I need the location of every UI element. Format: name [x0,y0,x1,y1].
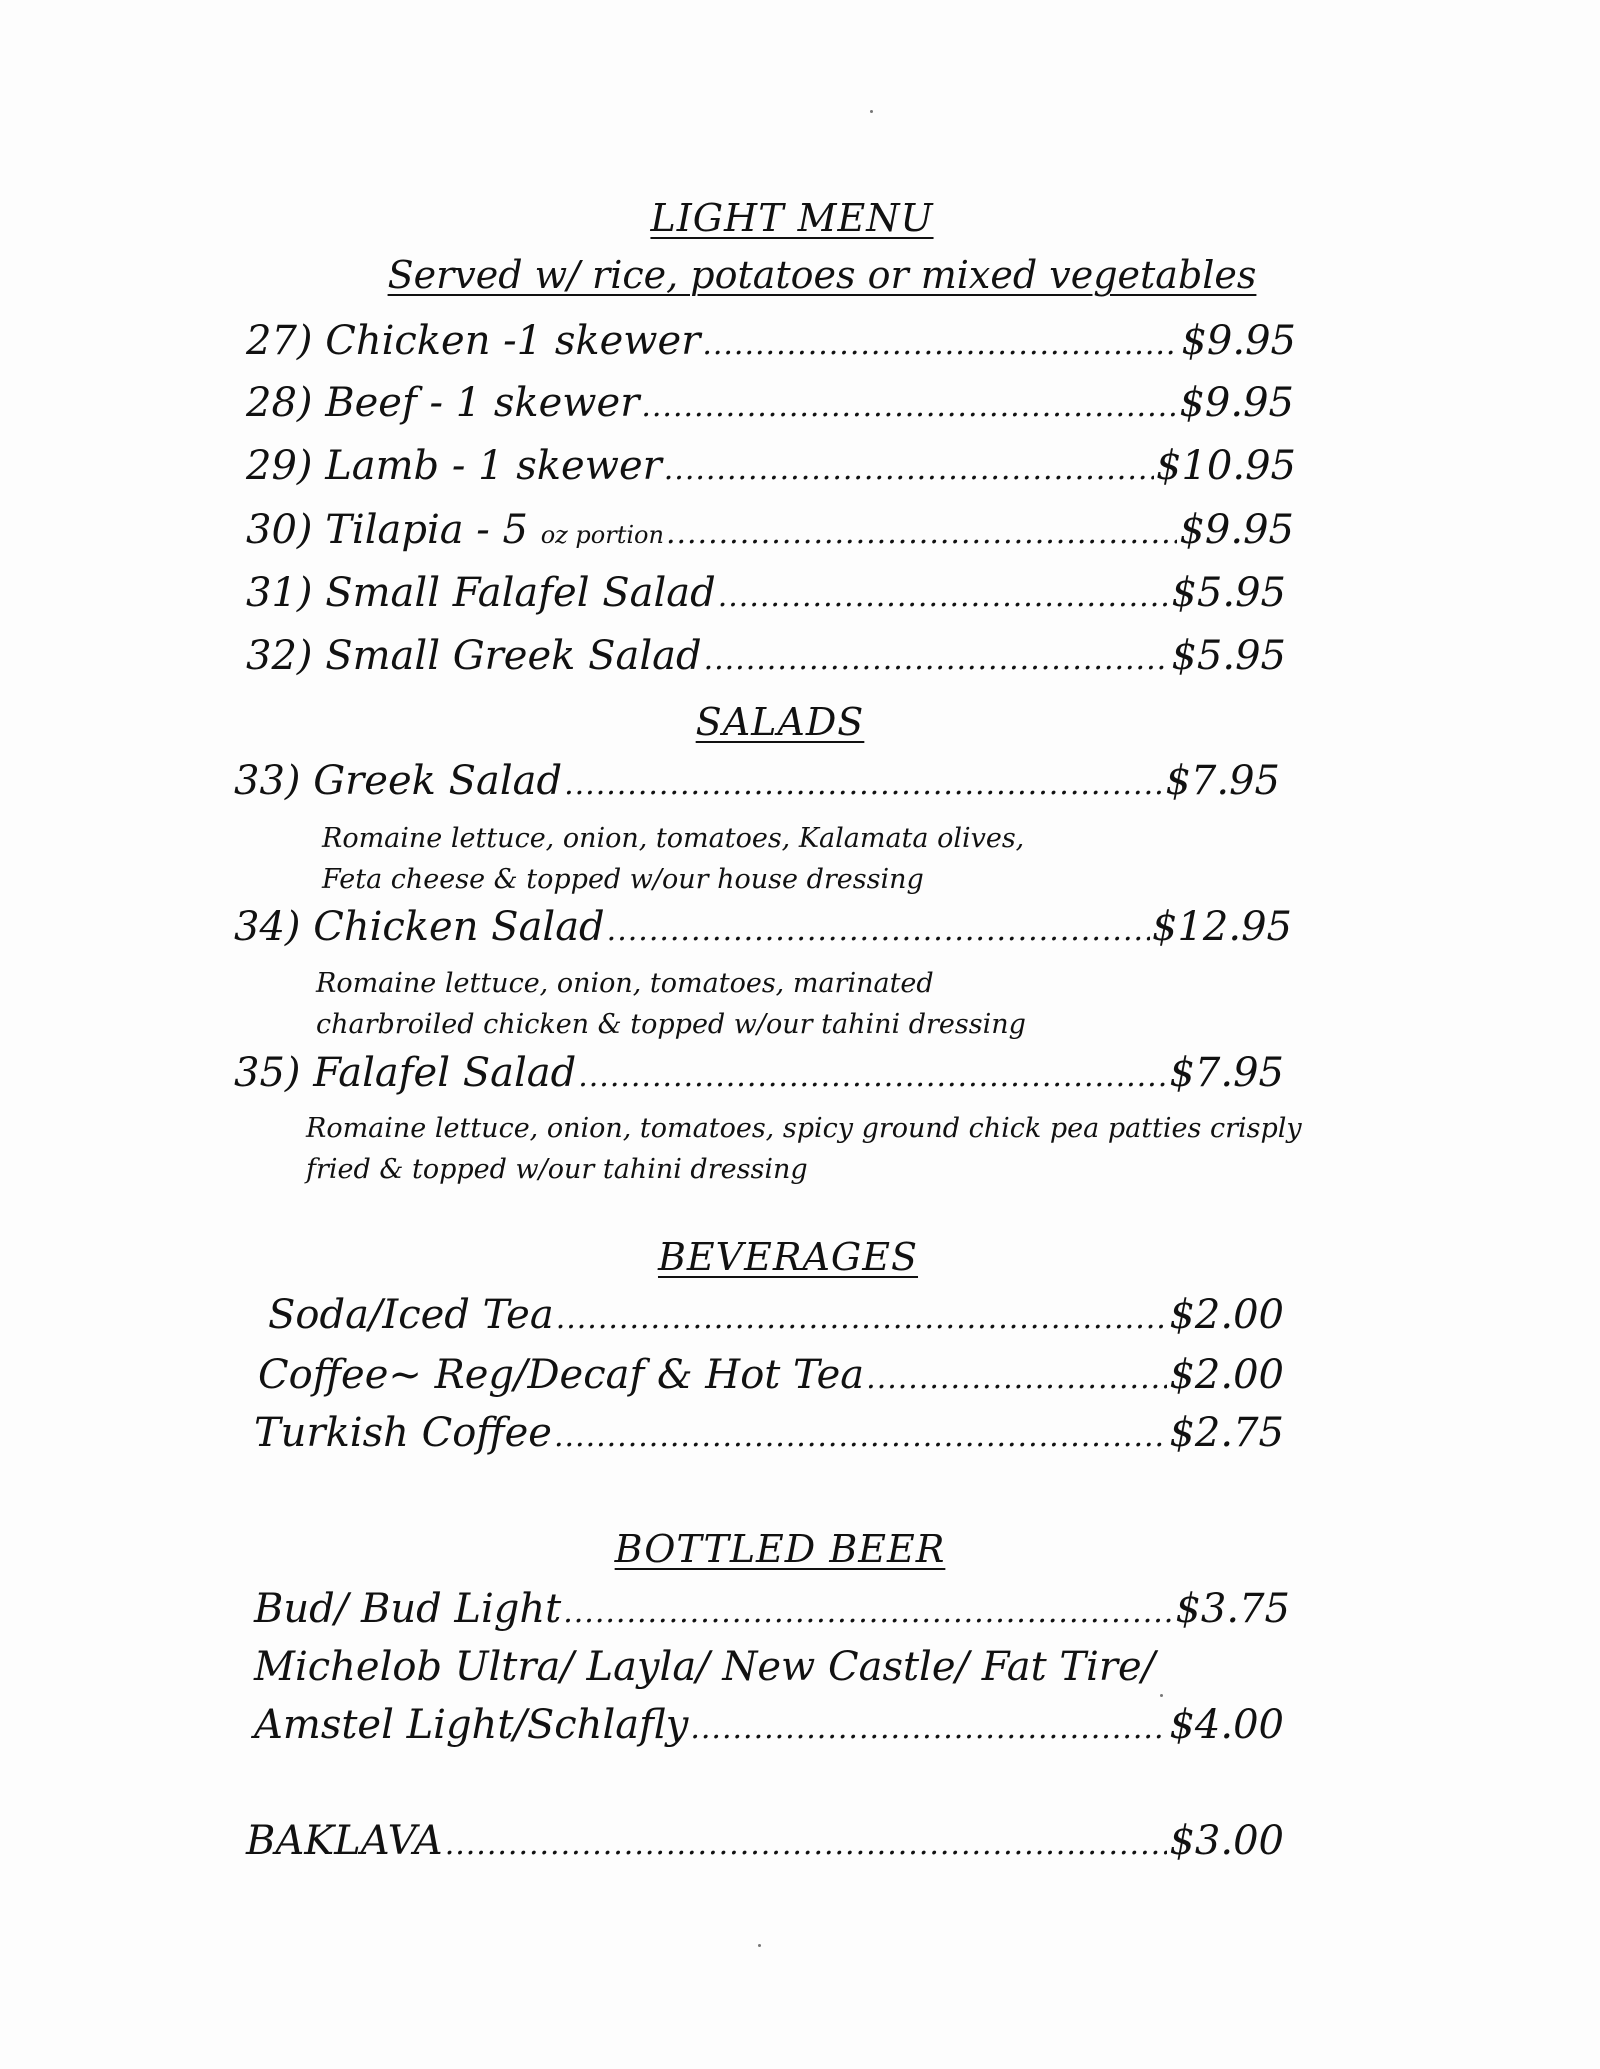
item-name: Turkish Coffee [254,1410,552,1456]
dot-leader [664,452,1154,487]
item-name: 27) Chicken -1 skewer [246,318,701,364]
item-name: 28) Beef - 1 skewer [246,380,640,426]
menu-item [254,1586,1290,1632]
item-description [322,818,1024,900]
item-name: Soda/Iced Tea [268,1292,554,1338]
dot-leader [866,1361,1167,1396]
dot-leader [556,1301,1168,1336]
light-menu-heading: LIGHT MENU [650,196,934,240]
menu-item [246,507,1294,553]
item-name: 35) Falafel Salad [234,1050,577,1096]
item-name: Coffee~ Reg/Decaf & Hot Tea [258,1352,865,1398]
item-price: $4.00 [1169,1702,1284,1748]
menu-item [246,1818,1284,1864]
dot-leader [704,642,1170,677]
menu-item [234,904,1292,950]
menu-item [246,633,1286,679]
dot-leader [578,1059,1167,1094]
menu-item [246,443,1296,489]
description-line: Romaine lettuce, onion, tomatoes, marinated [316,968,934,999]
dot-leader [554,1419,1168,1454]
item-name: Amstel Light/Schlafly [254,1702,689,1748]
description-line: fried & topped w/our tahini dressing [306,1154,808,1185]
dot-leader [641,389,1177,424]
item-price: $3.00 [1169,1818,1284,1864]
item-portion: oz portion [540,521,664,549]
scan-speck [758,1944,761,1947]
item-name: Bud/ Bud Light [254,1586,562,1632]
item-price: $5.95 [1171,570,1286,616]
menu-item [246,380,1294,426]
menu-item [254,1702,1284,1748]
item-description [306,1108,1302,1190]
dot-leader [607,913,1150,948]
menu-item [254,1410,1284,1456]
dot-leader [564,767,1163,802]
item-name: 32) Small Greek Salad [246,633,702,679]
dot-leader [563,1595,1173,1630]
item-price: $9.95 [1181,318,1296,364]
description-line: Feta cheese & topped w/our house dressing [322,864,924,895]
beer-list-line: Michelob Ultra/ Layla/ New Castle/ Fat Tire/ [254,1644,1156,1690]
item-name: 31) Small Falafel Salad [246,570,716,616]
dot-leader [702,327,1179,362]
item-name: 33) Greek Salad [234,758,563,804]
item-price: $10.95 [1156,443,1296,489]
item-description [316,963,1026,1045]
menu-item [246,318,1296,364]
scan-speck [1160,1694,1163,1697]
item-price: $2.75 [1169,1410,1284,1456]
item-price: $7.95 [1165,758,1280,804]
item-name: 34) Chicken Salad [234,904,605,950]
scan-speck [870,110,873,113]
dot-leader [666,516,1178,551]
item-price: $12.95 [1152,904,1292,950]
description-line: charbroiled chicken & topped w/our tahini dressing [316,1009,1026,1040]
light-menu-subheading: Served w/ rice, potatoes or mixed vegetables [387,253,1257,297]
dot-leader [445,1827,1168,1862]
item-price: $3.75 [1175,1586,1290,1632]
item-price: $7.95 [1169,1050,1284,1096]
menu-item [268,1292,1284,1338]
description-line: Romaine lettuce, onion, tomatoes, spicy ground chick pea patties crisply [306,1113,1302,1144]
item-price: $9.95 [1179,507,1294,553]
salads-heading: SALADS [695,700,865,744]
item-name: BAKLAVA [246,1818,443,1864]
menu-item [258,1352,1284,1398]
item-price: $2.00 [1169,1352,1284,1398]
item-name: 29) Lamb - 1 skewer [246,443,662,489]
menu-item [246,570,1286,616]
item-name: 30) Tilapia - 5 oz portion [246,507,664,553]
bottled-beer-heading: BOTTLED BEER [614,1527,946,1571]
dot-leader [690,1711,1167,1746]
menu-item [234,1050,1284,1096]
item-price: $2.00 [1169,1292,1284,1338]
beverages-heading: BEVERAGES [657,1235,919,1279]
description-line: Romaine lettuce, onion, tomatoes, Kalamata olives, [322,823,1025,854]
item-price: $5.95 [1171,633,1286,679]
item-price: $9.95 [1179,380,1294,426]
menu-item [234,758,1280,804]
dot-leader [718,579,1170,614]
